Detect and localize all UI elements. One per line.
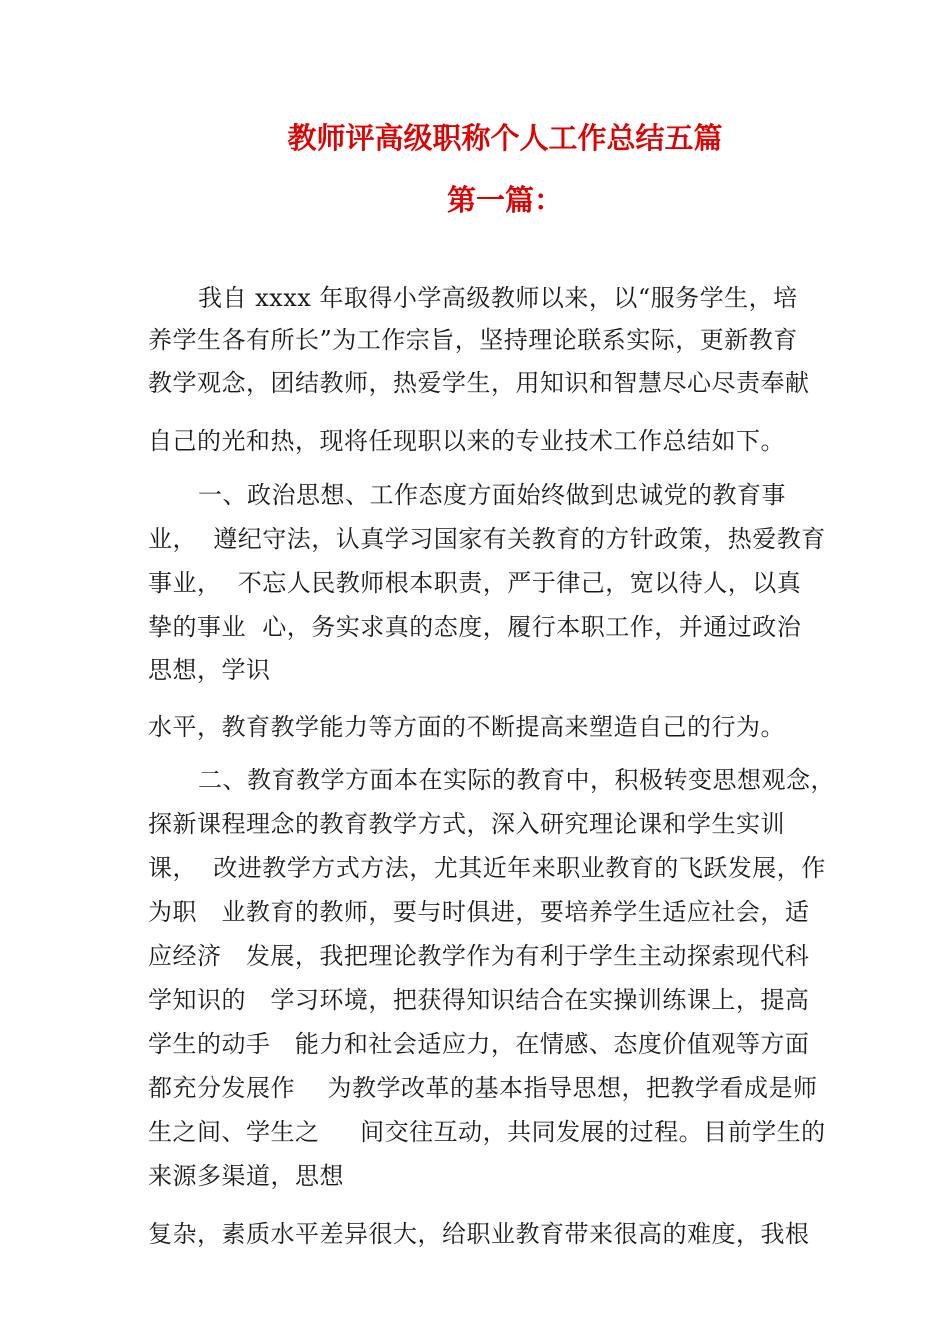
paragraph-line: 课， 改进教学方式方法，尤其近年来职业教育的飞跃发展，作 — [148, 854, 826, 882]
paragraph-line: 二、教育教学方面本在实际的教育中，积极转变思想观念， — [198, 766, 835, 794]
paragraph-line: 应经济 发展，我把理论教学作为有利于学生主动探索现代科 — [148, 942, 810, 970]
paragraph-line: 来源多渠道，思想 — [148, 1162, 344, 1190]
paragraph-line: 养学生各有所长”为工作宗旨，坚持理论联系实际，更新教育 — [148, 326, 798, 354]
paragraph-line: 自己的光和热，现将任现职以来的专业技术工作总结如下。 — [148, 427, 785, 455]
paragraph-line: 业， 遵纪守法，认真学习国家有关教育的方针政策，热爱教育 — [148, 525, 826, 553]
document-title: 教师评高级职称个人工作总结五篇 — [287, 121, 723, 155]
paragraph-line: 探新课程理念的教育教学方式，深入研究理论课和学生实训 — [148, 810, 785, 838]
paragraph-line: 生之间、学生之 间交往互动，共同发展的过程。目前学生的 — [148, 1118, 826, 1146]
paragraph-line: 我自 xxxx 年取得小学高级教师以来，以“服务学生，培 — [198, 284, 798, 312]
paragraph-line: 复杂，素质水平差异很大，给职业教育带来很高的难度，我根 — [148, 1220, 810, 1248]
paragraph-line: 学知识的 学习环境，把获得知识结合在实操训练课上，提高 — [148, 986, 810, 1014]
paragraph-line: 思想，学识 — [148, 656, 271, 684]
section-heading: 第一篇： — [446, 183, 563, 217]
paragraph-line: 都充分发展作 为教学改革的基本指导思想，把教学看成是师 — [148, 1074, 818, 1102]
paragraph-line: 学生的动手 能力和社会适应力，在情感、态度价值观等方面 — [148, 1030, 810, 1058]
paragraph-line: 水平，教育教学能力等方面的不断提高来塑造自己的行为。 — [148, 713, 785, 741]
paragraph-line: 一、政治思想、工作态度方面始终做到忠诚党的教育事 — [198, 481, 786, 509]
paragraph-line: 事业， 不忘人民教师根本职责，严于律己，宽以待人，以真 — [148, 569, 802, 597]
paragraph-line: 教学观念，团结教师，热爱学生，用知识和智慧尽心尽责奉献 — [148, 369, 810, 397]
paragraph-line: 挚的事业 心，务实求真的态度，履行本职工作，并通过政治 — [148, 613, 802, 641]
paragraph-line: 为职 业教育的教师，要与时俱进，要培养学生适应社会，适 — [148, 898, 810, 926]
